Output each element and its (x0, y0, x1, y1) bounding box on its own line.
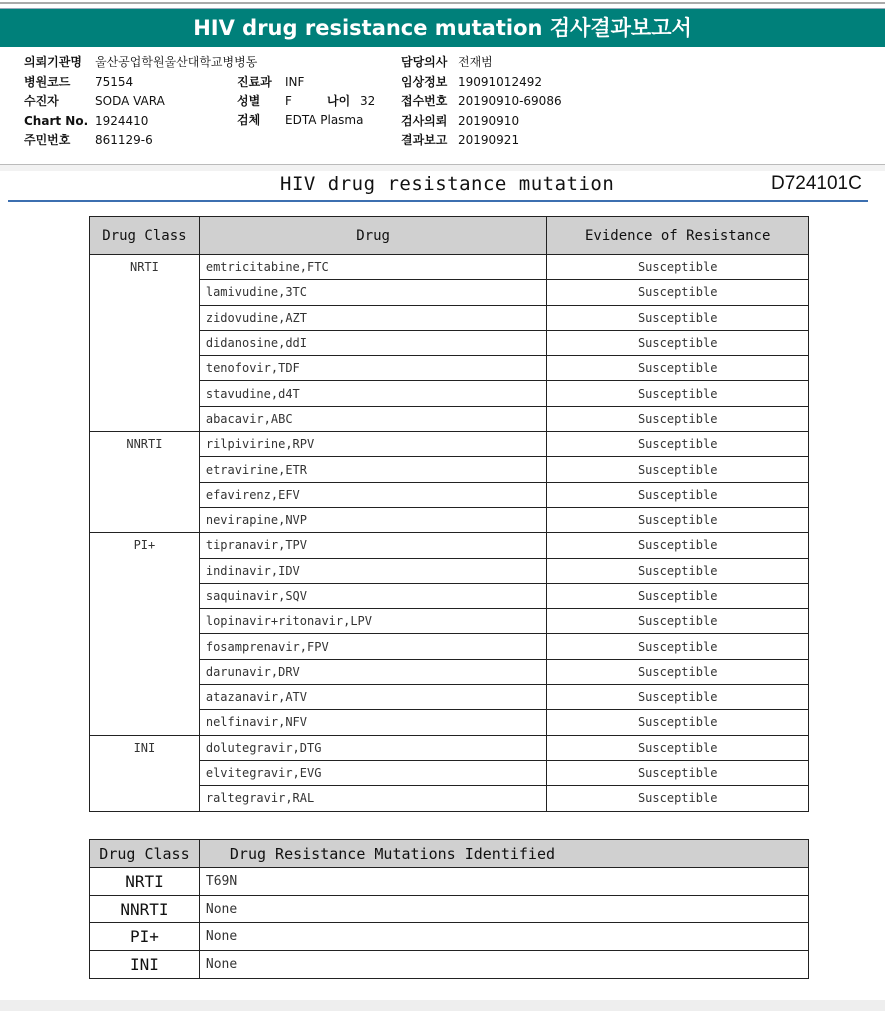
report-header-title: HIV drug resistance mutation 검사결과보고서 (0, 8, 885, 47)
drug-cell: elvitegravir,EVG (199, 760, 547, 785)
header-drug-class: Drug Class (90, 840, 200, 868)
evidence-cell: Susceptible (547, 583, 809, 608)
evidence-cell: Susceptible (547, 710, 809, 735)
report-date-value: 20190921 (458, 133, 520, 147)
evidence-cell: Susceptible (547, 533, 809, 558)
table-row (90, 735, 809, 760)
evidence-cell: Susceptible (547, 735, 809, 760)
drug-cell: stavudine,d4T (199, 381, 547, 406)
report-title: HIV drug resistance mutation (280, 173, 615, 195)
header-mutations: Drug Resistance Mutations Identified (199, 840, 808, 868)
drug-class-cell: NRTI (90, 255, 200, 432)
evidence-cell: Susceptible (547, 634, 809, 659)
header-evidence: Evidence of Resistance (547, 217, 809, 255)
drug-class-cell: PI+ (90, 533, 200, 735)
receipt-value: 20190910-69086 (458, 94, 562, 108)
age-label: 나이 (327, 94, 351, 108)
doctor-label: 담당의사 (401, 55, 448, 69)
chart-no-label: Chart No. (24, 114, 89, 128)
drug-cell: efavirenz,EFV (199, 482, 547, 507)
evidence-cell: Susceptible (547, 406, 809, 431)
drug-cell: lamivudine,3TC (199, 280, 547, 305)
drug-class-cell: NNRTI (90, 432, 200, 533)
evidence-cell: Susceptible (547, 558, 809, 583)
evidence-cell: Susceptible (547, 356, 809, 381)
title-underline (8, 200, 868, 202)
table-row (90, 255, 809, 280)
drug-cell: raltegravir,RAL (199, 786, 547, 811)
report-date-label: 결과보고 (401, 133, 448, 147)
drug-cell: lopinavir+ritonavir,LPV (199, 609, 547, 634)
evidence-cell: Susceptible (547, 457, 809, 482)
recipient-value: SODA VARA (95, 94, 165, 108)
drug-class-cell: INI (90, 951, 200, 979)
drug-class-cell: NRTI (90, 868, 200, 896)
drug-cell: zidovudine,AZT (199, 305, 547, 330)
drug-cell: saquinavir,SQV (199, 583, 547, 608)
resistance-table (89, 216, 809, 812)
drug-cell: nelfinavir,NFV (199, 710, 547, 735)
specimen-label: 검체 (237, 113, 261, 127)
mutation-table (89, 839, 809, 979)
report-code: D724101C (771, 173, 862, 194)
drug-class-cell: INI (90, 735, 200, 811)
top-border (0, 2, 885, 4)
sex-value: F (285, 94, 292, 108)
drug-cell: tenofovir,TDF (199, 356, 547, 381)
receipt-label: 접수번호 (401, 94, 448, 108)
evidence-cell: Susceptible (547, 255, 809, 280)
mutation-cell: None (199, 895, 808, 923)
age-value: 32 (360, 94, 376, 108)
evidence-cell: Susceptible (547, 432, 809, 457)
drug-class-cell: PI+ (90, 923, 200, 951)
evidence-cell: Susceptible (547, 381, 809, 406)
drug-cell: atazanavir,ATV (199, 685, 547, 710)
evidence-cell: Susceptible (547, 280, 809, 305)
table-row (90, 533, 809, 558)
mutation-cell: None (199, 951, 808, 979)
chart-no-value: 1924410 (95, 114, 149, 128)
drug-cell: dolutegravir,DTG (199, 735, 547, 760)
id-value: 861129-6 (95, 133, 153, 147)
dept-value: INF (285, 75, 305, 89)
drug-cell: darunavir,DRV (199, 659, 547, 684)
evidence-cell: Susceptible (547, 482, 809, 507)
institution-value: 울산공업학원울산대학교병병동 (95, 55, 258, 69)
bottom-bar (0, 1000, 885, 1011)
drug-class-cell: NNRTI (90, 895, 200, 923)
table-row (90, 895, 809, 923)
drug-cell: etravirine,ETR (199, 457, 547, 482)
drug-cell: indinavir,IDV (199, 558, 547, 583)
table-row (90, 868, 809, 896)
drug-cell: emtricitabine,FTC (199, 255, 547, 280)
clinical-label: 임상정보 (401, 75, 448, 89)
header-drug: Drug (199, 217, 547, 255)
evidence-cell: Susceptible (547, 305, 809, 330)
mutation-cell: T69N (199, 868, 808, 896)
header-drug-class: Drug Class (90, 217, 200, 255)
clinical-value: 19091012492 (458, 75, 542, 89)
divider-shade (0, 165, 885, 171)
evidence-cell: Susceptible (547, 760, 809, 785)
drug-cell: fosamprenavir,FPV (199, 634, 547, 659)
drug-cell: didanosine,ddI (199, 330, 547, 355)
mutation-cell: None (199, 923, 808, 951)
id-label: 주민번호 (24, 133, 71, 147)
drug-cell: tipranavir,TPV (199, 533, 547, 558)
drug-cell: abacavir,ABC (199, 406, 547, 431)
recipient-label: 수진자 (24, 94, 59, 108)
doctor-value: 전재범 (458, 55, 493, 69)
hospital-code-value: 75154 (95, 75, 134, 89)
evidence-cell: Susceptible (547, 685, 809, 710)
evidence-cell: Susceptible (547, 786, 809, 811)
evidence-cell: Susceptible (547, 659, 809, 684)
drug-cell: rilpivirine,RPV (199, 432, 547, 457)
institution-label: 의뢰기관명 (24, 55, 82, 69)
table-row (90, 923, 809, 951)
table-row (90, 432, 809, 457)
evidence-cell: Susceptible (547, 507, 809, 532)
request-value: 20190910 (458, 114, 520, 128)
specimen-value: EDTA Plasma (285, 113, 364, 127)
dept-label: 진료과 (237, 75, 272, 89)
drug-cell: nevirapine,NVP (199, 507, 547, 532)
table-row (90, 951, 809, 979)
hospital-code-label: 병원코드 (24, 75, 71, 89)
evidence-cell: Susceptible (547, 330, 809, 355)
evidence-cell: Susceptible (547, 609, 809, 634)
sex-label: 성별 (237, 94, 261, 108)
request-label: 검사의뢰 (401, 114, 448, 128)
